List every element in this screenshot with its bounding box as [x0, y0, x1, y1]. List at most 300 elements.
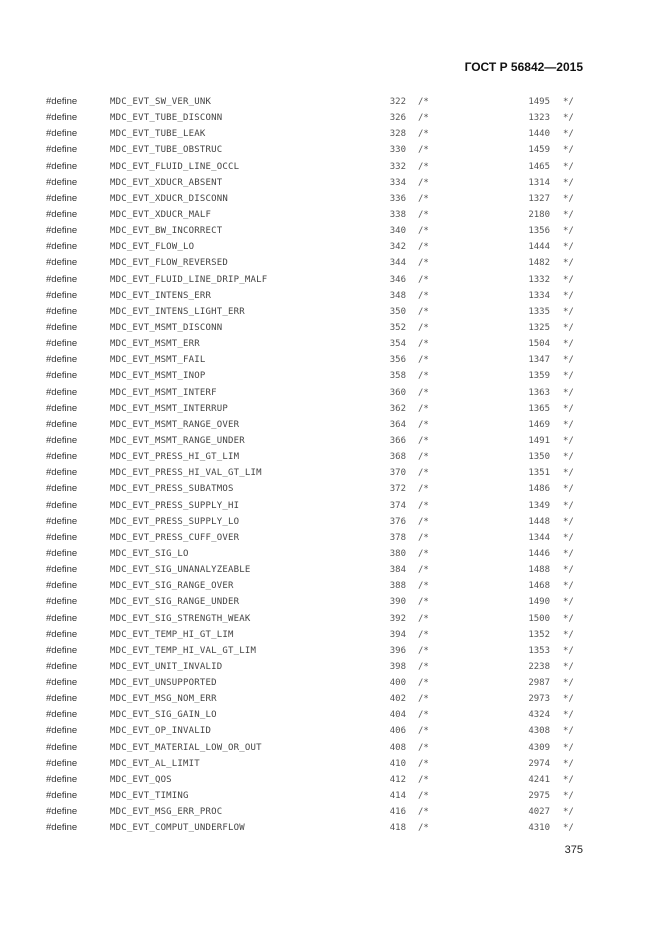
constant-name: MDC_EVT_PRESS_HI_GT_LIM [110, 452, 240, 463]
comment-close: */ [563, 661, 574, 672]
define-row [0, 562, 661, 578]
comment-open: /* [418, 758, 429, 769]
comment-code: 1459 [528, 145, 550, 156]
constant-value: 406 [389, 726, 406, 737]
comment-open: /* [418, 209, 429, 220]
constant-name: MDC_EVT_FLUID_LINE_DRIP_MALF [110, 274, 268, 285]
comment-close: */ [563, 484, 574, 495]
constant-name: MDC_EVT_FLOW_LO [110, 242, 195, 253]
comment-open: /* [418, 726, 429, 737]
constant-value: 400 [389, 678, 406, 689]
comment-code: 4309 [528, 742, 550, 753]
comment-code: 1488 [528, 565, 550, 576]
comment-open: /* [418, 468, 429, 479]
constant-name: MDC_EVT_SIG_LO [110, 548, 189, 559]
define-keyword: #define [46, 257, 78, 269]
constant-value: 330 [389, 145, 406, 156]
define-keyword: #define [46, 96, 78, 107]
comment-code: 2975 [528, 791, 550, 802]
constant-name: MDC_EVT_XDUCR_ABSENT [110, 177, 223, 188]
constant-name: MDC_EVT_MSMT_RANGE_OVER [110, 419, 240, 430]
define-row [0, 788, 661, 804]
page-footer [565, 844, 583, 856]
define-keyword: #define [46, 144, 78, 156]
comment-close: */ [563, 290, 574, 301]
comment-code: 1349 [528, 500, 550, 511]
comment-code: 1504 [528, 339, 550, 350]
comment-open: /* [418, 774, 429, 785]
comment-close: */ [563, 678, 574, 689]
constant-value: 356 [389, 355, 406, 366]
comment-open: /* [418, 290, 429, 301]
comment-close: */ [563, 613, 574, 624]
define-keyword: #define [46, 547, 78, 559]
constant-name: MDC_EVT_PRESS_SUPPLY_HI [110, 500, 240, 511]
constant-value: 414 [389, 791, 406, 802]
define-row [0, 126, 661, 142]
constant-name: MDC_EVT_MSG_NOM_ERR [110, 694, 217, 705]
comment-close: */ [563, 710, 574, 721]
define-row [0, 401, 661, 417]
comment-close: */ [563, 435, 574, 446]
comment-open: /* [418, 548, 429, 559]
comment-close: */ [563, 742, 574, 753]
define-row [0, 820, 661, 836]
define-row [0, 352, 661, 368]
define-row [0, 772, 661, 788]
define-keyword: #define [46, 660, 78, 672]
define-keyword: #define [46, 451, 78, 463]
comment-close: */ [563, 629, 574, 640]
define-row [0, 659, 661, 675]
define-keyword: #define [46, 822, 78, 834]
comment-open: /* [418, 387, 429, 398]
define-keyword: #define [46, 176, 78, 188]
define-keyword: #define [46, 128, 78, 140]
define-row [0, 449, 661, 465]
define-keyword: #define [46, 709, 78, 721]
define-row [0, 465, 661, 481]
comment-close: */ [563, 774, 574, 785]
comment-open: /* [418, 532, 429, 543]
define-keyword: #define [46, 741, 78, 753]
comment-code: 1469 [528, 419, 550, 430]
comment-close: */ [563, 355, 574, 366]
constant-value: 390 [389, 597, 406, 608]
comment-close: */ [563, 581, 574, 592]
define-keyword: #define [46, 693, 78, 705]
define-row [0, 239, 661, 255]
comment-close: */ [563, 129, 574, 140]
comment-close: */ [563, 548, 574, 559]
constant-value: 376 [389, 516, 406, 527]
define-row [0, 207, 661, 223]
constant-name: MDC_EVT_PRESS_HI_VAL_GT_LIM [110, 468, 262, 479]
comment-code: 1486 [528, 484, 550, 495]
constant-name: MDC_EVT_MSMT_DISCONN [110, 322, 223, 333]
constant-value: 396 [389, 645, 406, 656]
define-keyword: #define [46, 160, 78, 172]
comment-open: /* [418, 694, 429, 705]
comment-open: /* [418, 452, 429, 463]
comment-code: 2238 [528, 661, 550, 672]
constant-name: MDC_EVT_TEMP_HI_VAL_GT_LIM [110, 645, 257, 656]
define-keyword: #define [46, 192, 78, 204]
comment-open: /* [418, 403, 429, 414]
constant-name: MDC_EVT_MSG_ERR_PROC [110, 807, 223, 818]
comment-code: 2974 [528, 758, 550, 769]
comment-open: /* [418, 807, 429, 818]
comment-close: */ [563, 306, 574, 317]
define-keyword: #define [46, 596, 78, 608]
comment-open: /* [418, 274, 429, 285]
define-keyword: #define [46, 612, 78, 624]
comment-open: /* [418, 145, 429, 156]
constant-value: 348 [389, 290, 406, 301]
constant-value: 346 [389, 274, 406, 285]
constant-name: MDC_EVT_SIG_STRENGTH_WEAK [110, 613, 251, 624]
comment-code: 1491 [528, 435, 550, 446]
define-row [0, 643, 661, 659]
comment-close: */ [563, 226, 574, 237]
comment-code: 2180 [528, 209, 550, 220]
constant-name: MDC_EVT_PRESS_SUBATMOS [110, 484, 234, 495]
constant-name: MDC_EVT_MSMT_INOP [110, 371, 206, 382]
comment-open: /* [418, 516, 429, 527]
comment-code: 1332 [528, 274, 550, 285]
comment-close: */ [563, 97, 574, 107]
constant-value: 392 [389, 613, 406, 624]
constant-value: 332 [389, 161, 406, 172]
comment-open: /* [418, 322, 429, 333]
comment-code: 4324 [528, 710, 550, 721]
define-row [0, 498, 661, 514]
comment-open: /* [418, 339, 429, 350]
comment-open: /* [418, 129, 429, 140]
comment-open: /* [418, 823, 429, 834]
comment-open: /* [418, 581, 429, 592]
constant-name: MDC_EVT_MSMT_FAIL [110, 355, 206, 366]
comment-close: */ [563, 807, 574, 818]
comment-open: /* [418, 258, 429, 269]
comment-close: */ [563, 242, 574, 253]
comment-open: /* [418, 419, 429, 430]
comment-code: 1500 [528, 613, 550, 624]
define-keyword: #define [46, 467, 78, 479]
constant-value: 352 [389, 322, 406, 333]
define-keyword: #define [46, 725, 78, 737]
constant-value: 328 [389, 129, 406, 140]
constant-value: 398 [389, 661, 406, 672]
constant-name: MDC_EVT_MSMT_INTERRUP [110, 403, 228, 414]
comment-code: 1446 [528, 548, 550, 559]
comment-open: /* [418, 435, 429, 446]
constant-name: MDC_EVT_MSMT_INTERF [110, 387, 217, 398]
define-keyword: #define [46, 531, 78, 543]
comment-code: 1353 [528, 645, 550, 656]
comment-open: /* [418, 613, 429, 624]
comment-close: */ [563, 209, 574, 220]
define-row [0, 675, 661, 691]
comment-open: /* [418, 306, 429, 317]
comment-open: /* [418, 565, 429, 576]
define-row [0, 191, 661, 207]
comment-code: 1440 [528, 129, 550, 140]
define-row [0, 627, 661, 643]
constant-name: MDC_EVT_BW_INCORRECT [110, 226, 223, 237]
define-keyword: #define [46, 354, 78, 366]
define-row [0, 723, 661, 739]
define-row [0, 546, 661, 562]
define-row [0, 481, 661, 497]
comment-code: 1359 [528, 371, 550, 382]
define-row [0, 691, 661, 707]
comment-close: */ [563, 468, 574, 479]
comment-open: /* [418, 500, 429, 511]
define-keyword: #define [46, 321, 78, 333]
define-keyword: #define [46, 434, 78, 446]
constant-name: MDC_EVT_TEMP_HI_GT_LIM [110, 629, 234, 640]
define-row [0, 94, 661, 110]
constant-name: MDC_EVT_TUBE_DISCONN [110, 113, 223, 124]
constant-name: MDC_EVT_SIG_RANGE_OVER [110, 581, 234, 592]
comment-close: */ [563, 645, 574, 656]
constant-name: MDC_EVT_FLUID_LINE_OCCL [110, 161, 240, 172]
define-keyword: #define [46, 644, 78, 656]
define-row [0, 417, 661, 433]
comment-open: /* [418, 226, 429, 237]
comment-code: 1344 [528, 532, 550, 543]
doc-id: ГОСТ Р 56842—2015 [464, 60, 583, 74]
constant-name: MDC_EVT_XDUCR_MALF [110, 209, 212, 220]
comment-code: 1490 [528, 597, 550, 608]
comment-code: 2973 [528, 694, 550, 705]
constant-value: 364 [389, 419, 406, 430]
comment-open: /* [418, 242, 429, 253]
define-keyword: #define [46, 806, 78, 818]
comment-code: 1327 [528, 193, 550, 204]
comment-open: /* [418, 678, 429, 689]
comment-code: 1444 [528, 242, 550, 253]
constant-value: 340 [389, 226, 406, 237]
define-keyword: #define [46, 773, 78, 785]
comment-open: /* [418, 161, 429, 172]
constant-value: 358 [389, 371, 406, 382]
comment-open: /* [418, 113, 429, 124]
comment-code: 1365 [528, 403, 550, 414]
define-keyword: #define [46, 580, 78, 592]
comment-code: 1356 [528, 226, 550, 237]
constant-name: MDC_EVT_MATERIAL_LOW_OR_OUT [110, 742, 262, 753]
define-row [0, 320, 661, 336]
constant-name: MDC_EVT_MSMT_RANGE_UNDER [110, 435, 245, 446]
comment-close: */ [563, 516, 574, 527]
constant-value: 326 [389, 113, 406, 124]
comment-close: */ [563, 113, 574, 124]
constant-name: MDC_EVT_TUBE_OBSTRUC [110, 145, 223, 156]
define-keyword: #define [46, 499, 78, 511]
document-header [465, 60, 583, 74]
comment-close: */ [563, 177, 574, 188]
comment-close: */ [563, 274, 574, 285]
comment-open: /* [418, 484, 429, 495]
comment-open: /* [418, 355, 429, 366]
define-keyword: #define [46, 677, 78, 689]
define-row [0, 223, 661, 239]
constant-name: MDC_EVT_COMPUT_UNDERFLOW [110, 823, 245, 834]
comment-code: 4310 [528, 823, 550, 834]
define-row [0, 385, 661, 401]
comment-code: 1335 [528, 306, 550, 317]
comment-close: */ [563, 145, 574, 156]
constant-name: MDC_EVT_SIG_RANGE_UNDER [110, 597, 240, 608]
define-row [0, 804, 661, 820]
define-row [0, 159, 661, 175]
constant-value: 362 [389, 403, 406, 414]
constant-value: 402 [389, 694, 406, 705]
comment-code: 1352 [528, 629, 550, 640]
constant-value: 418 [389, 823, 406, 834]
constant-name: MDC_EVT_TUBE_LEAK [110, 129, 206, 140]
define-row [0, 514, 661, 530]
comment-code: 1468 [528, 581, 550, 592]
comment-code: 1334 [528, 290, 550, 301]
constant-value: 380 [389, 548, 406, 559]
define-row [0, 740, 661, 756]
constant-name: MDC_EVT_AL_LIMIT [110, 758, 200, 769]
define-row [0, 530, 661, 546]
constant-value: 404 [389, 710, 406, 721]
define-keyword: #define [46, 757, 78, 769]
comment-close: */ [563, 371, 574, 382]
comment-open: /* [418, 193, 429, 204]
constant-value: 336 [389, 193, 406, 204]
define-row [0, 433, 661, 449]
constant-value: 408 [389, 742, 406, 753]
constant-name: MDC_EVT_XDUCR_DISCONN [110, 193, 228, 204]
comment-code: 1495 [528, 97, 550, 107]
constant-name: MDC_EVT_SW_VER_UNK [110, 97, 212, 107]
define-keyword: #define [46, 370, 78, 382]
constant-name: MDC_EVT_UNSUPPORTED [110, 678, 217, 689]
define-keyword: #define [46, 515, 78, 527]
comment-close: */ [563, 419, 574, 430]
constant-value: 372 [389, 484, 406, 495]
comment-open: /* [418, 629, 429, 640]
define-row [0, 368, 661, 384]
comment-code: 1323 [528, 113, 550, 124]
comment-close: */ [563, 452, 574, 463]
define-row [0, 594, 661, 610]
define-row [0, 336, 661, 352]
define-keyword: #define [46, 386, 78, 398]
define-row [0, 578, 661, 594]
constant-value: 322 [389, 97, 406, 107]
constant-value: 342 [389, 242, 406, 253]
comment-close: */ [563, 500, 574, 511]
constant-name: MDC_EVT_TIMING [110, 791, 189, 802]
define-keyword: #define [46, 483, 78, 495]
constant-name: MDC_EVT_PRESS_SUPPLY_LO [110, 516, 240, 527]
define-row [0, 255, 661, 271]
define-list [0, 94, 661, 836]
constant-value: 378 [389, 532, 406, 543]
comment-open: /* [418, 710, 429, 721]
constant-name: MDC_EVT_SIG_GAIN_LO [110, 710, 217, 721]
comment-code: 1314 [528, 177, 550, 188]
define-keyword: #define [46, 241, 78, 253]
comment-close: */ [563, 758, 574, 769]
comment-code: 1347 [528, 355, 550, 366]
constant-value: 410 [389, 758, 406, 769]
constant-value: 370 [389, 468, 406, 479]
constant-value: 412 [389, 774, 406, 785]
constant-value: 360 [389, 387, 406, 398]
define-keyword: #define [46, 112, 78, 124]
constant-value: 388 [389, 581, 406, 592]
define-row [0, 611, 661, 627]
constant-name: MDC_EVT_INTENS_ERR [110, 290, 212, 301]
constant-value: 368 [389, 452, 406, 463]
define-keyword: #define [46, 564, 78, 576]
define-keyword: #define [46, 289, 78, 301]
comment-open: /* [418, 742, 429, 753]
define-row [0, 707, 661, 723]
page-number: 375 [564, 844, 583, 856]
constant-value: 374 [389, 500, 406, 511]
constant-value: 384 [389, 565, 406, 576]
define-keyword: #define [46, 225, 78, 237]
comment-open: /* [418, 177, 429, 188]
comment-close: */ [563, 694, 574, 705]
constant-value: 344 [389, 258, 406, 269]
comment-close: */ [563, 597, 574, 608]
comment-open: /* [418, 597, 429, 608]
constant-value: 394 [389, 629, 406, 640]
define-row [0, 288, 661, 304]
constant-name: MDC_EVT_UNIT_INVALID [110, 661, 223, 672]
comment-open: /* [418, 791, 429, 802]
constant-name: MDC_EVT_OP_INVALID [110, 726, 212, 737]
constant-name: MDC_EVT_PRESS_CUFF_OVER [110, 532, 240, 543]
comment-close: */ [563, 403, 574, 414]
comment-code: 4241 [528, 774, 550, 785]
comment-close: */ [563, 161, 574, 172]
define-keyword: #define [46, 402, 78, 414]
constant-value: 334 [389, 177, 406, 188]
constant-value: 416 [389, 807, 406, 818]
define-row [0, 756, 661, 772]
comment-close: */ [563, 339, 574, 350]
comment-open: /* [418, 661, 429, 672]
constant-name: MDC_EVT_MSMT_ERR [110, 339, 200, 350]
comment-code: 1350 [528, 452, 550, 463]
comment-close: */ [563, 565, 574, 576]
comment-close: */ [563, 193, 574, 204]
comment-open: /* [418, 371, 429, 382]
define-row [0, 304, 661, 320]
constant-name: MDC_EVT_SIG_UNANALYZEABLE [110, 565, 251, 576]
define-keyword: #define [46, 338, 78, 350]
define-row [0, 175, 661, 191]
comment-open: /* [418, 97, 429, 107]
comment-close: */ [563, 387, 574, 398]
comment-code: 1448 [528, 516, 550, 527]
define-keyword: #define [46, 790, 78, 802]
define-keyword: #define [46, 273, 78, 285]
define-keyword: #define [46, 628, 78, 640]
comment-close: */ [563, 532, 574, 543]
